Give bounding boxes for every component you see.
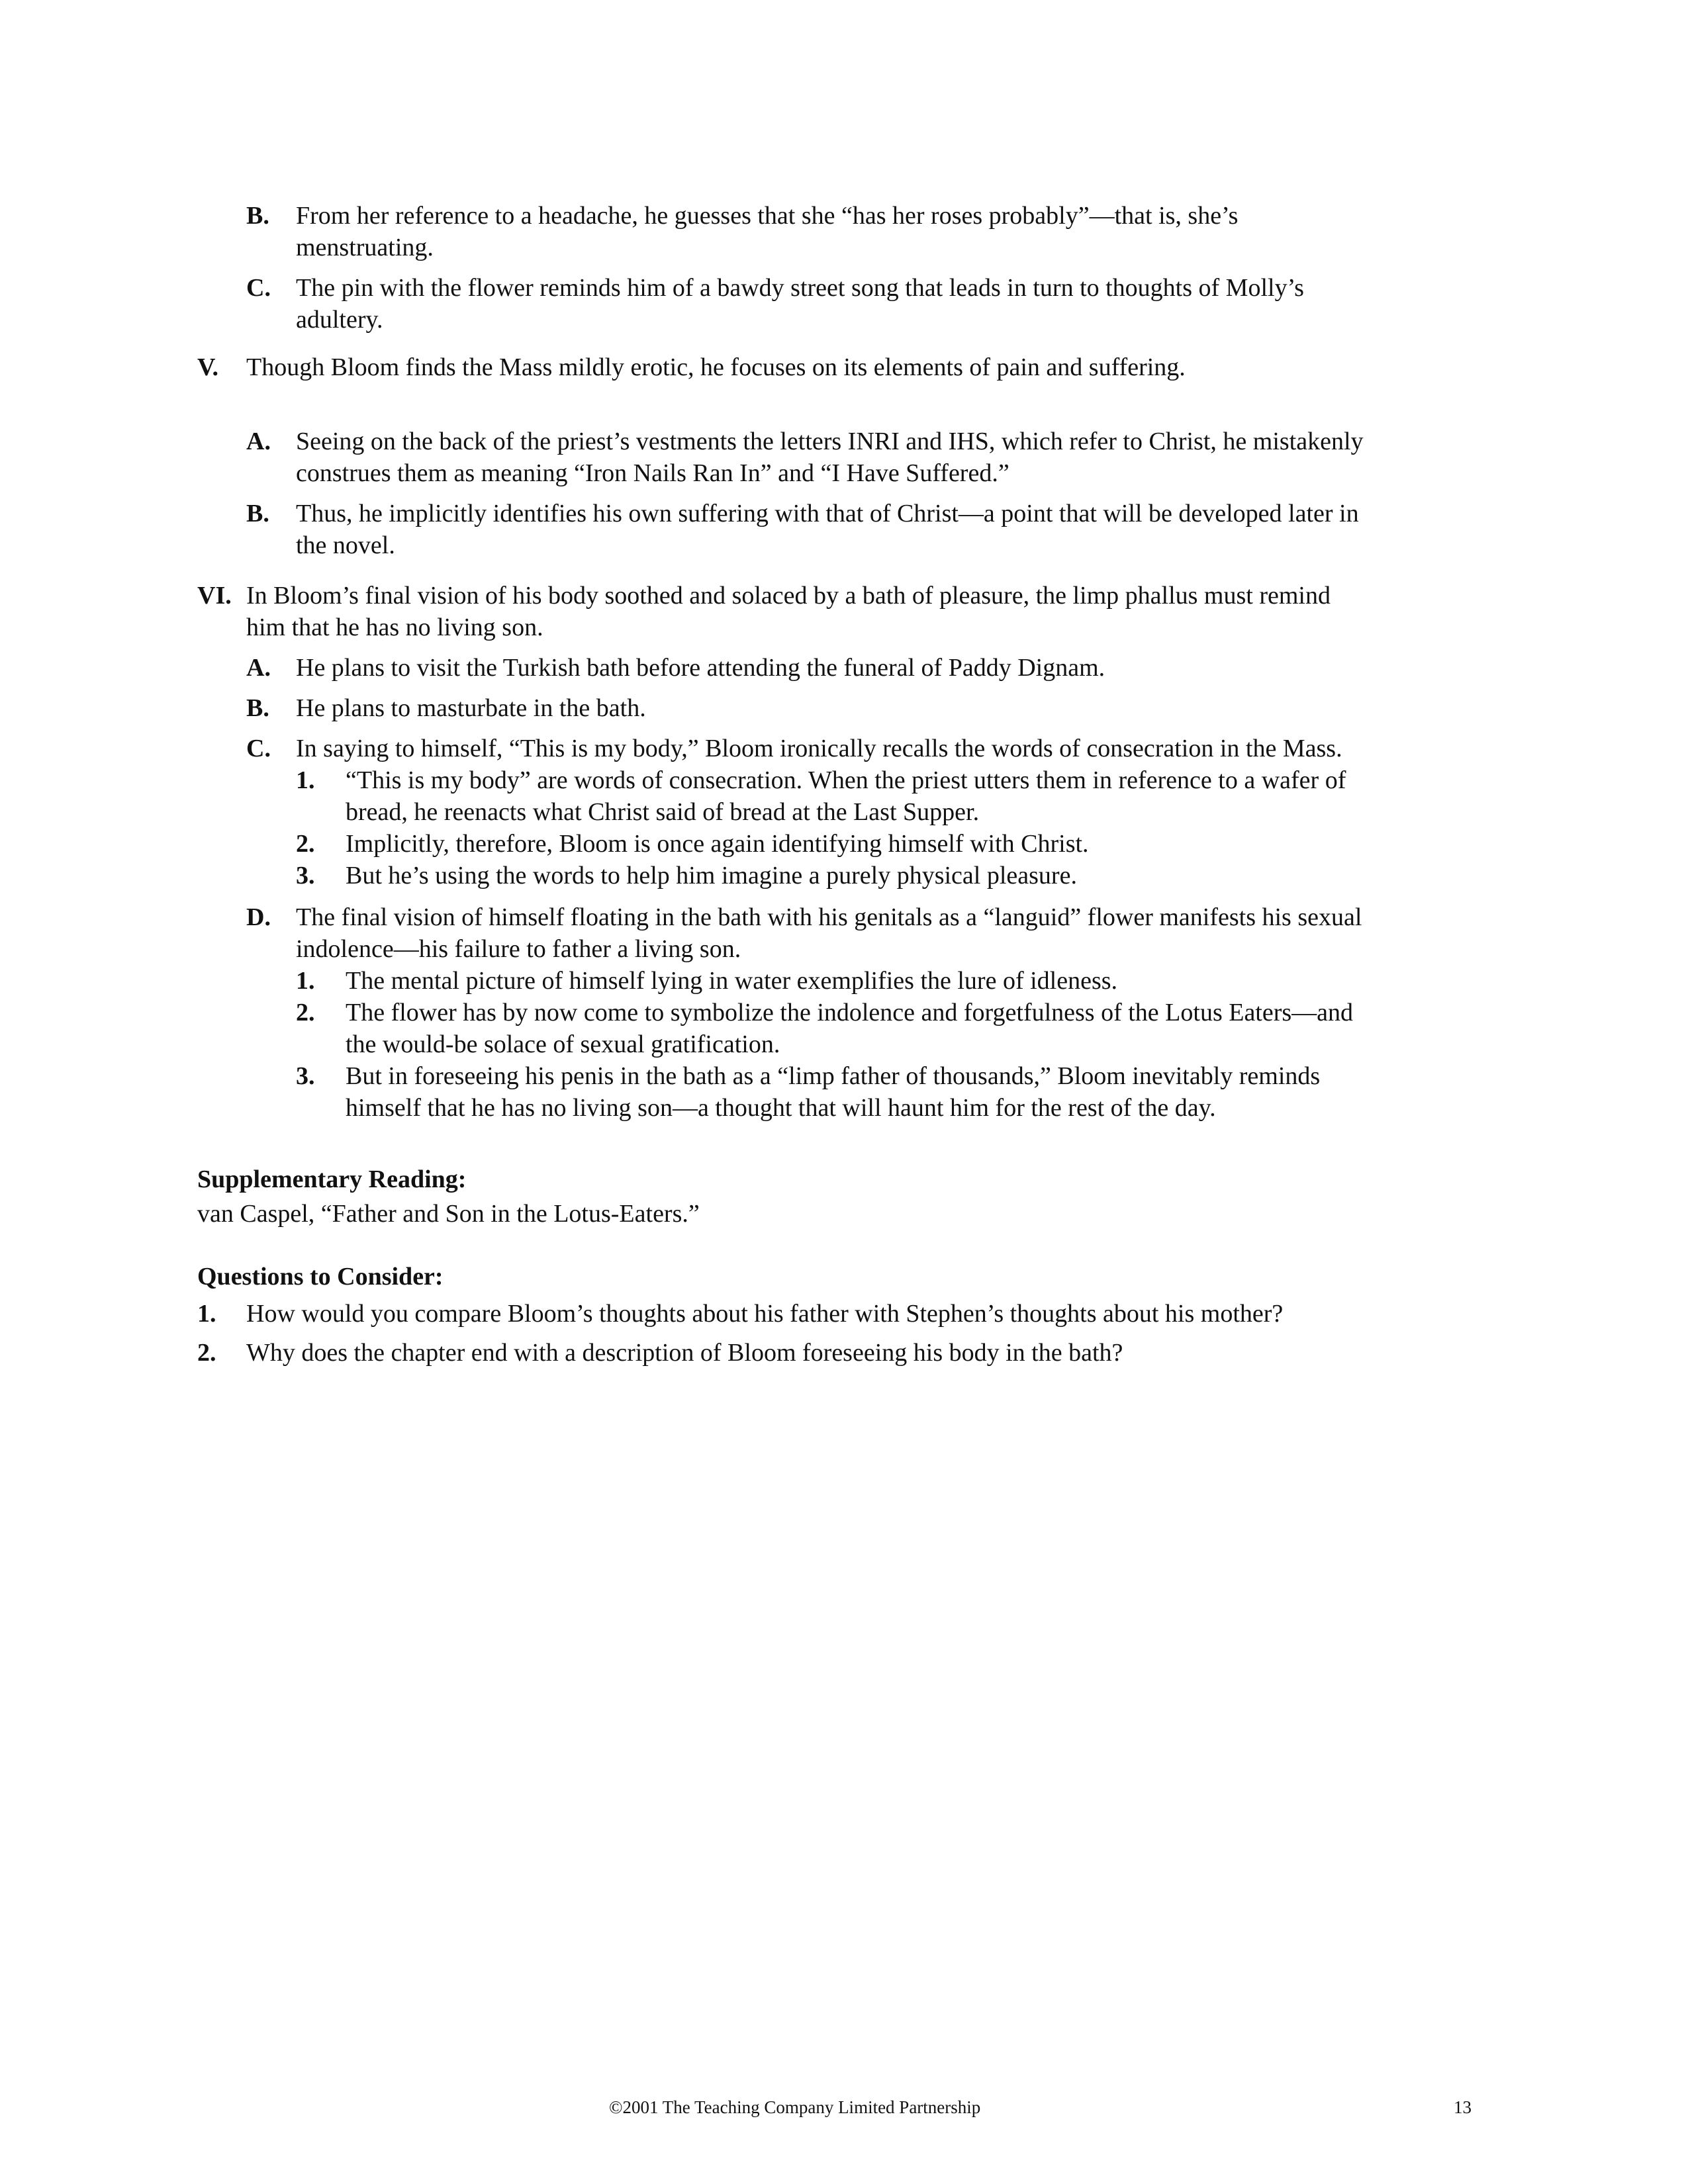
page-number: 13 bbox=[1454, 2097, 1472, 2117]
item-label: 1. bbox=[296, 766, 315, 794]
item-label: 2. bbox=[296, 830, 315, 858]
item-text: He plans to visit the Turkish bath before attending the funeral of Paddy Dignam. bbox=[296, 654, 1105, 682]
item-label: B. bbox=[246, 202, 269, 230]
supplementary-heading: Supplementary Reading: bbox=[197, 1165, 467, 1193]
item-text: The mental picture of himself lying in water exemplifies the lure of idleness. bbox=[346, 967, 1118, 995]
item-label: 3. bbox=[296, 862, 315, 889]
supplementary-text: van Caspel, “Father and Son in the Lotus-Eaters.” bbox=[197, 1200, 700, 1228]
item-label: D. bbox=[246, 903, 271, 931]
item-text: How would you compare Bloom’s thoughts about his father with Stephen’s thoughts about his mother? bbox=[246, 1300, 1284, 1328]
item-text: Why does the chapter end with a description of Bloom foreseeing his body in the bath? bbox=[246, 1339, 1123, 1367]
questions-heading: Questions to Consider: bbox=[197, 1263, 444, 1291]
item-label: 3. bbox=[296, 1062, 315, 1090]
item-label: A. bbox=[246, 654, 271, 682]
item-text: Thus, he implicitly identifies his own suffering with that of Christ—a point that will be developed later in the novel. bbox=[296, 500, 1359, 559]
item-label: B. bbox=[246, 694, 269, 722]
item-text: The flower has by now come to symbolize the indolence and forgetfulness of the Lotus Eaters—and the would-be solace of sexual gratification. bbox=[346, 999, 1354, 1058]
item-text: The pin with the flower reminds him of a bawdy street song that leads in turn to thoughts of Molly’s adultery. bbox=[296, 274, 1304, 334]
item-text: Though Bloom finds the Mass mildly erotic, he focuses on its elements of pain and suffering. bbox=[246, 353, 1186, 381]
item-label: 2. bbox=[197, 1339, 216, 1367]
item-text: In Bloom’s final vision of his body soothed and solaced by a bath of pleasure, the limp phallus must remind him that he has no living son. bbox=[246, 582, 1331, 641]
item-text: In saying to himself, “This is my body,” Bloom ironically recalls the words of consecration in the Mass. bbox=[296, 735, 1342, 762]
item-label: VI. bbox=[197, 582, 232, 610]
item-label: 2. bbox=[296, 999, 315, 1026]
item-label: C. bbox=[246, 735, 271, 762]
item-text: “This is my body” are words of consecration. When the priest utters them in reference to a wafer of bread, he reenacts what Christ said of bread at the Last Supper. bbox=[346, 766, 1346, 826]
item-label: C. bbox=[246, 274, 271, 302]
item-label: 1. bbox=[197, 1300, 216, 1328]
item-text: Implicitly, therefore, Bloom is once again identifying himself with Christ. bbox=[346, 830, 1089, 858]
item-text: But he’s using the words to help him imagine a purely physical pleasure. bbox=[346, 862, 1077, 889]
item-text: From her reference to a headache, he guesses that she “has her roses probably”—that is, she’s menstruating. bbox=[296, 202, 1239, 261]
item-label: B. bbox=[246, 500, 269, 527]
item-label: V. bbox=[197, 353, 219, 381]
item-text: Seeing on the back of the priest’s vestments the letters INRI and IHS, which refer to Christ, he mistakenly construes them as meaning “Iron Nails Ran In” and “I Have Suffered.” bbox=[296, 428, 1364, 487]
item-text: But in foreseeing his penis in the bath as a “limp father of thousands,” Bloom inevitably reminds himself that he has no living son—a thought that will haunt him for the rest of the day. bbox=[346, 1062, 1321, 1122]
item-label: A. bbox=[246, 428, 271, 455]
item-label: 1. bbox=[296, 967, 315, 995]
item-text: He plans to masturbate in the bath. bbox=[296, 694, 646, 722]
item-text: The final vision of himself floating in the bath with his genitals as a “languid” flower manifests his sexual indolence—his failure to father a living son. bbox=[296, 903, 1362, 963]
footer-copyright: ©2001 The Teaching Company Limited Partnership bbox=[609, 2097, 981, 2117]
